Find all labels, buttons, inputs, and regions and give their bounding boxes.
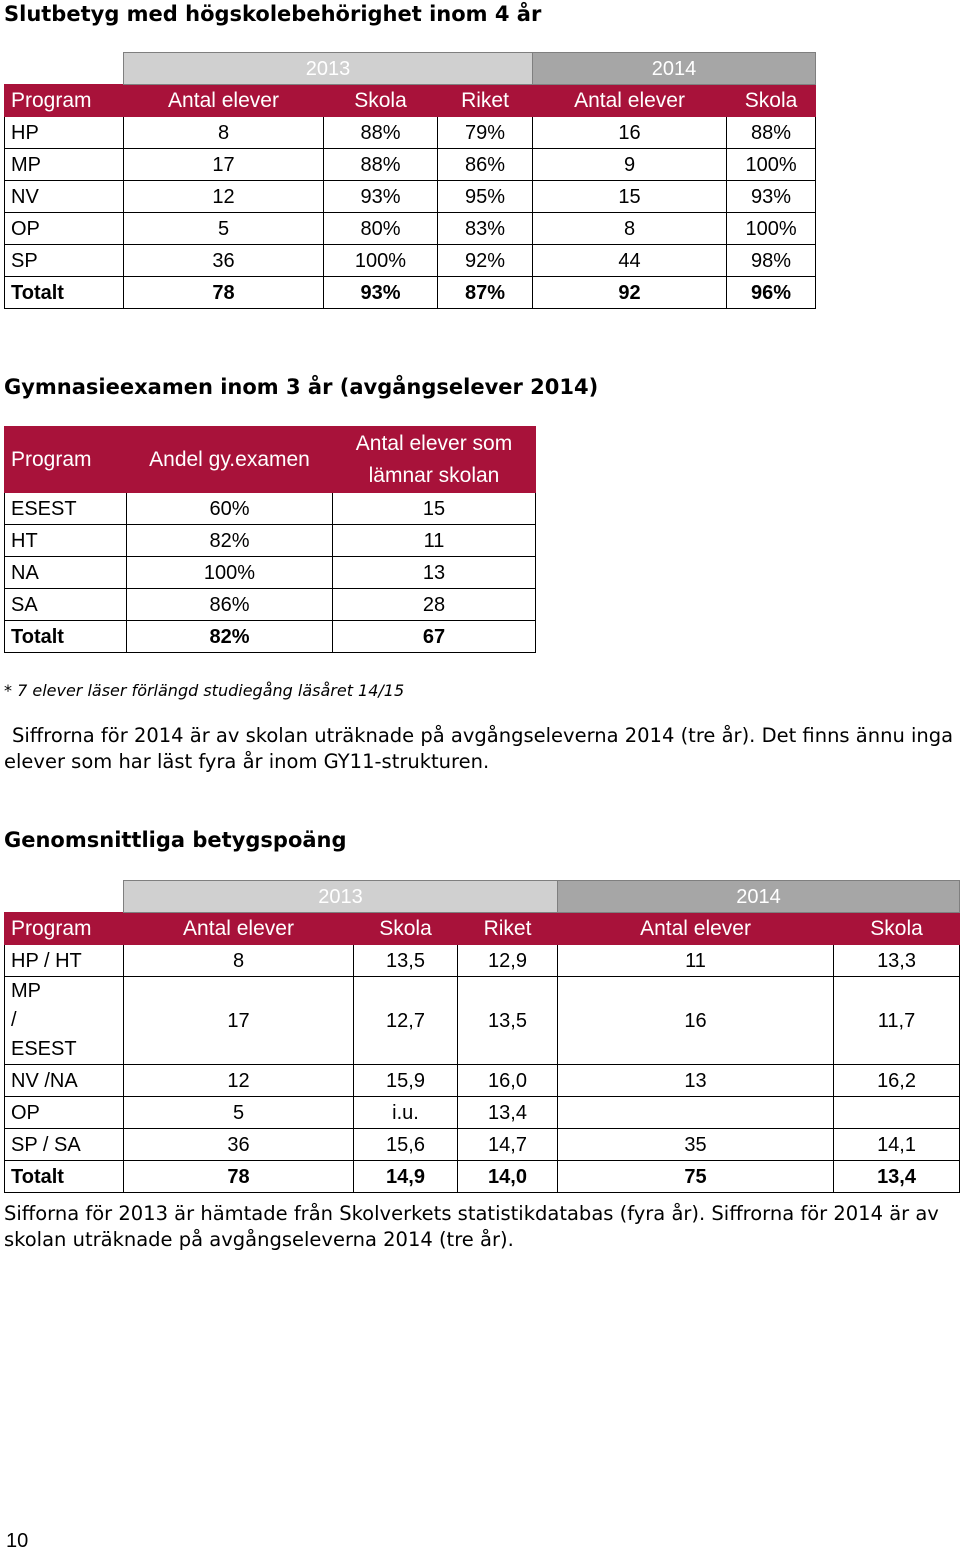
table-cell: 14,7 xyxy=(458,1129,558,1161)
column-header: Antal elever som lämnar skolan xyxy=(333,427,536,493)
table-cell: 16,0 xyxy=(458,1065,558,1097)
table-cell: 100% xyxy=(127,557,333,589)
table-row xyxy=(5,1129,960,1161)
table-cell: HP xyxy=(5,117,124,149)
total-row xyxy=(5,277,816,309)
table-cell: 13,3 xyxy=(834,945,960,977)
table-row xyxy=(5,525,536,557)
table-cell: 13,4 xyxy=(834,1161,960,1193)
table-cell: 96% xyxy=(727,277,816,309)
year-2013-header: 2013 xyxy=(124,881,558,913)
table-cell: 13,5 xyxy=(458,977,558,1065)
table-cell: 13,5 xyxy=(354,945,458,977)
table-row xyxy=(5,245,816,277)
table-cell: 80% xyxy=(324,213,438,245)
year-header-row xyxy=(5,881,960,913)
table-row xyxy=(5,149,816,181)
table-cell: 11 xyxy=(333,525,536,557)
table-row xyxy=(5,117,816,149)
column-header: Riket xyxy=(458,913,558,945)
table-row xyxy=(5,945,960,977)
table-cell: SA xyxy=(5,589,127,621)
table-cell: 12,7 xyxy=(354,977,458,1065)
column-header: Skola xyxy=(354,913,458,945)
table-row xyxy=(5,977,960,1065)
column-header: Riket xyxy=(438,85,533,117)
table-cell: 14,1 xyxy=(834,1129,960,1161)
table-cell: 36 xyxy=(124,245,324,277)
table-cell: 75 xyxy=(558,1161,834,1193)
table-cell: 83% xyxy=(438,213,533,245)
table-cell: 86% xyxy=(127,589,333,621)
column-header-row xyxy=(5,427,536,493)
table-cell: 17 xyxy=(124,977,354,1065)
footnote: * 7 elever läser förlängd studiegång läsåret 14/15 xyxy=(4,681,405,700)
table-cell: 92 xyxy=(533,277,727,309)
table-cell: 100% xyxy=(727,213,816,245)
section2-title: Gymnasieexamen inom 3 år (avgångselever 2014) xyxy=(4,375,599,399)
table-cell: 16 xyxy=(533,117,727,149)
table-cell: 8 xyxy=(533,213,727,245)
table-cell: 14,0 xyxy=(458,1161,558,1193)
empty-cell xyxy=(5,53,124,85)
section3-title: Genomsnittliga betygspoäng xyxy=(4,828,347,852)
table-cell: 15,6 xyxy=(354,1129,458,1161)
table-cell: 12,9 xyxy=(458,945,558,977)
table-cell: i.u. xyxy=(354,1097,458,1129)
table-cell: OP xyxy=(5,1097,124,1129)
table-cell: HT xyxy=(5,525,127,557)
table-betygspoang xyxy=(4,880,960,1193)
table-cell: 87% xyxy=(438,277,533,309)
table-cell: Totalt xyxy=(5,621,127,653)
year-2014-header: 2014 xyxy=(533,53,816,85)
paragraph-source-note: Sifforna för 2013 är hämtade från Skolverkets statistikdatabas (fyra år). Siffrorna för 2014 är av skolan uträknade på avgångseleverna 2014 (tre år). xyxy=(4,1202,939,1251)
year-2014-header: 2014 xyxy=(558,881,960,913)
table-cell: 13 xyxy=(333,557,536,589)
table-cell: 92% xyxy=(438,245,533,277)
page-number: 10 xyxy=(6,1530,29,1552)
column-header: Andel gy.examen xyxy=(127,427,333,493)
table-row xyxy=(5,493,536,525)
table-cell: 5 xyxy=(124,213,324,245)
table-cell: ESEST xyxy=(5,493,127,525)
table-row xyxy=(5,181,816,213)
table-row xyxy=(5,1065,960,1097)
table-cell: 14,9 xyxy=(354,1161,458,1193)
table-gymnasieexamen xyxy=(4,426,536,653)
total-row xyxy=(5,1161,960,1193)
table-cell: 15,9 xyxy=(354,1065,458,1097)
table-row xyxy=(5,557,536,589)
table-cell: 16 xyxy=(558,977,834,1065)
table-row xyxy=(5,213,816,245)
column-header: Program xyxy=(5,85,124,117)
table-cell: 15 xyxy=(533,181,727,213)
table-cell: 11,7 xyxy=(834,977,960,1065)
table-cell: 100% xyxy=(727,149,816,181)
column-header: Antal elever xyxy=(124,913,354,945)
table-cell: 15 xyxy=(333,493,536,525)
table-cell: 28 xyxy=(333,589,536,621)
table-cell: 88% xyxy=(324,149,438,181)
table-cell: 82% xyxy=(127,621,333,653)
year-2013-header: 2013 xyxy=(124,53,533,85)
table-cell: 82% xyxy=(127,525,333,557)
table-cell: NV xyxy=(5,181,124,213)
table-cell: 8 xyxy=(124,945,354,977)
column-header: Skola xyxy=(834,913,960,945)
table-cell: 93% xyxy=(324,181,438,213)
table-cell: 98% xyxy=(727,245,816,277)
table-cell: 95% xyxy=(438,181,533,213)
column-header: Skola xyxy=(324,85,438,117)
column-header: Antal elever xyxy=(533,85,727,117)
column-header: Skola xyxy=(727,85,816,117)
table-cell: 67 xyxy=(333,621,536,653)
table-cell: MP / ESEST xyxy=(5,977,124,1065)
table-cell: 12 xyxy=(124,1065,354,1097)
table-row xyxy=(5,589,536,621)
table-cell: 36 xyxy=(124,1129,354,1161)
table-cell: 78 xyxy=(124,277,324,309)
table-cell: 17 xyxy=(124,149,324,181)
section1-title: Slutbetyg med högskolebehörighet inom 4 år xyxy=(4,2,542,26)
table-cell: 78 xyxy=(124,1161,354,1193)
table-cell: 93% xyxy=(324,277,438,309)
table-cell: 60% xyxy=(127,493,333,525)
table-cell: 9 xyxy=(533,149,727,181)
year-header-row xyxy=(5,53,816,85)
table-cell: 88% xyxy=(727,117,816,149)
table-cell: 12 xyxy=(124,181,324,213)
table-cell: 16,2 xyxy=(834,1065,960,1097)
column-header: Antal elever xyxy=(124,85,324,117)
table-cell: MP xyxy=(5,149,124,181)
column-header: Program xyxy=(5,913,124,945)
table-cell: 13,4 xyxy=(458,1097,558,1129)
empty-cell xyxy=(5,881,124,913)
table-cell: 79% xyxy=(438,117,533,149)
table-cell: 100% xyxy=(324,245,438,277)
table-cell: 13 xyxy=(558,1065,834,1097)
table-cell: 8 xyxy=(124,117,324,149)
table-cell: Totalt xyxy=(5,277,124,309)
table-cell: 5 xyxy=(124,1097,354,1129)
table-cell: Totalt xyxy=(5,1161,124,1193)
total-row xyxy=(5,621,536,653)
table-row xyxy=(5,1097,960,1129)
column-header-row xyxy=(5,913,960,945)
table-cell: OP xyxy=(5,213,124,245)
table-cell: 11 xyxy=(558,945,834,977)
column-header-row xyxy=(5,85,816,117)
column-header: Antal elever xyxy=(558,913,834,945)
table-cell: 86% xyxy=(438,149,533,181)
table-cell: 93% xyxy=(727,181,816,213)
table-cell xyxy=(834,1097,960,1129)
table-cell: 44 xyxy=(533,245,727,277)
column-header: Program xyxy=(5,427,127,493)
table-cell: SP xyxy=(5,245,124,277)
paragraph-2014-note: Siffrorna för 2014 är av skolan uträknade på avgångseleverna 2014 (tre år). Det finns ännu inga elever som har läst fyra år inom GY11-strukturen. xyxy=(4,724,954,773)
table-cell: HP / HT xyxy=(5,945,124,977)
table-cell: NV /NA xyxy=(5,1065,124,1097)
table-cell xyxy=(558,1097,834,1129)
table-cell: 35 xyxy=(558,1129,834,1161)
table-cell: 88% xyxy=(324,117,438,149)
table-hogskolebehorighet xyxy=(4,52,816,309)
table-cell: NA xyxy=(5,557,127,589)
table-cell: SP / SA xyxy=(5,1129,124,1161)
